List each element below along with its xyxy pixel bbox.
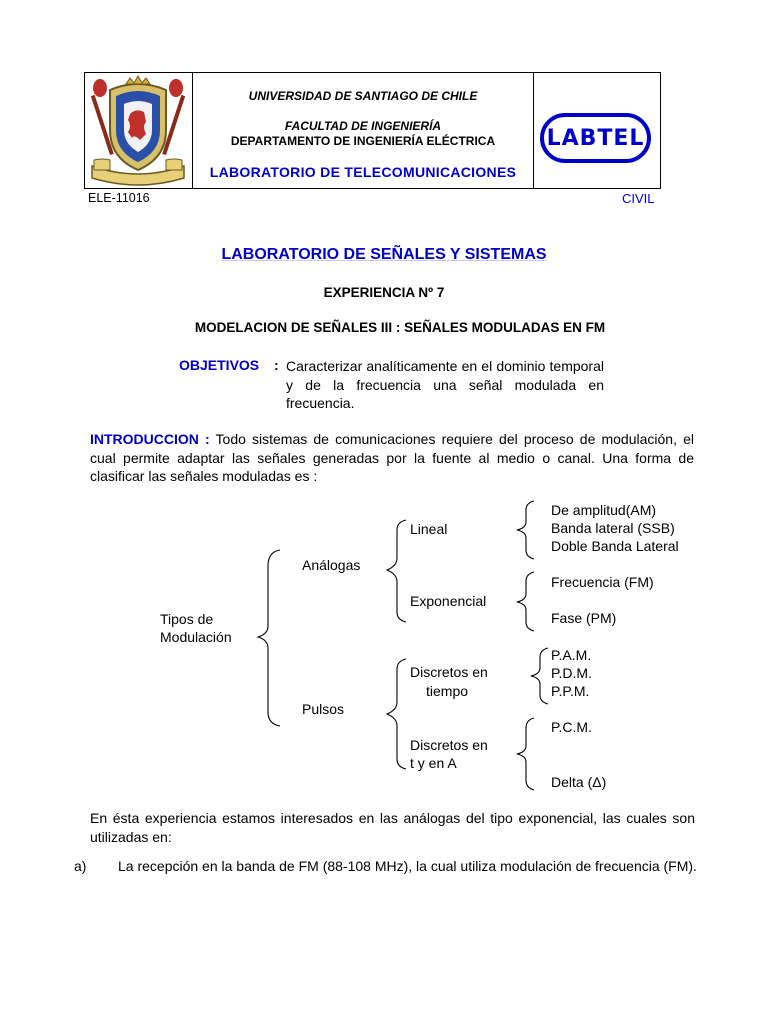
- node-discrete-ta-line2: t y en A: [410, 755, 457, 771]
- document-title: LABORATORIO DE SEÑALES Y SISTEMAS: [221, 246, 547, 263]
- department-name: DEPARTAMENTO DE INGENIERÍA ELÉCTRICA: [230, 134, 496, 148]
- list-item-a-marker: a): [74, 858, 87, 874]
- objectives-text: Caracterizar analíticamente en el dominio temporal y de la frecuencia una señal modulada en frecuencia.: [286, 358, 604, 411]
- objectives-label: OBJETIVOS: [179, 357, 260, 373]
- leaf-delta: Delta (Δ): [551, 774, 607, 790]
- brace-analog: [387, 520, 406, 622]
- leaf-pdm: P.D.M.: [551, 665, 592, 681]
- labtel-logo-text: LABTEL: [546, 125, 645, 151]
- brace-linear: [517, 501, 534, 559]
- node-root-line2: Modulación: [160, 629, 232, 645]
- program-label: CIVIL: [622, 191, 655, 206]
- leaf-pcm: P.C.M.: [551, 719, 592, 735]
- brace-discrete-ta: [517, 718, 534, 790]
- introduction-text: Todo sistemas de comunicaciones requiere del proceso de modulación, el cual permite adaptar las señales generadas por la fuente al medio o canal. Una forma de clasificar las señales moduladas es :: [90, 431, 694, 484]
- leaf-am: De amplitud(AM): [551, 502, 657, 518]
- brace-main: [258, 550, 280, 726]
- node-analog: Análogas: [302, 557, 361, 573]
- node-root-line1: Tipos de: [160, 611, 214, 627]
- brace-pulse: [387, 659, 406, 769]
- node-linear: Lineal: [410, 521, 448, 537]
- document-subtitle: MODELACION DE SEÑALES III : SEÑALES MODULADAS EN FM: [194, 320, 606, 335]
- node-discrete-time-line1: Discretos en: [410, 664, 488, 680]
- brace-discrete-time: [531, 648, 548, 704]
- node-pulse: Pulsos: [302, 701, 345, 717]
- university-name: UNIVERSIDAD DE SANTIAGO DE CHILE: [248, 89, 478, 103]
- experiment-number: EXPERIENCIA Nº 7: [323, 285, 445, 300]
- body-paragraph: En ésta experiencia estamos interesados en las análogas del tipo exponencial, las cuales son utilizadas en:: [90, 810, 695, 845]
- course-code: ELE-11016: [88, 191, 150, 205]
- laboratory-name: LABORATORIO DE TELECOMUNICACIONES: [209, 164, 517, 180]
- introduction-label: INTRODUCCION :: [90, 431, 210, 447]
- leaf-pam: P.A.M.: [551, 647, 592, 663]
- leaf-pm: Fase (PM): [551, 610, 617, 626]
- node-discrete-time-line2: tiempo: [426, 683, 469, 699]
- faculty-name: FACULTAD DE INGENIERÍA: [284, 119, 442, 133]
- brace-exponential: [517, 572, 534, 631]
- node-discrete-ta-line1: Discretos en: [410, 737, 488, 753]
- leaf-dsb: Doble Banda Lateral: [551, 538, 679, 554]
- leaf-fm: Frecuencia (FM): [551, 574, 654, 590]
- leaf-ssb: Banda lateral (SSB): [551, 520, 675, 536]
- leaf-ppm: P.P.M.: [551, 683, 590, 699]
- list-item-a-text: La recepción en la banda de FM (88-108 MHz), la cual utiliza modulación de frecuencia (FM).: [118, 858, 697, 874]
- objectives-colon: :: [274, 357, 279, 373]
- node-exponential: Exponencial: [410, 593, 487, 609]
- list-item-a: [74, 857, 711, 876]
